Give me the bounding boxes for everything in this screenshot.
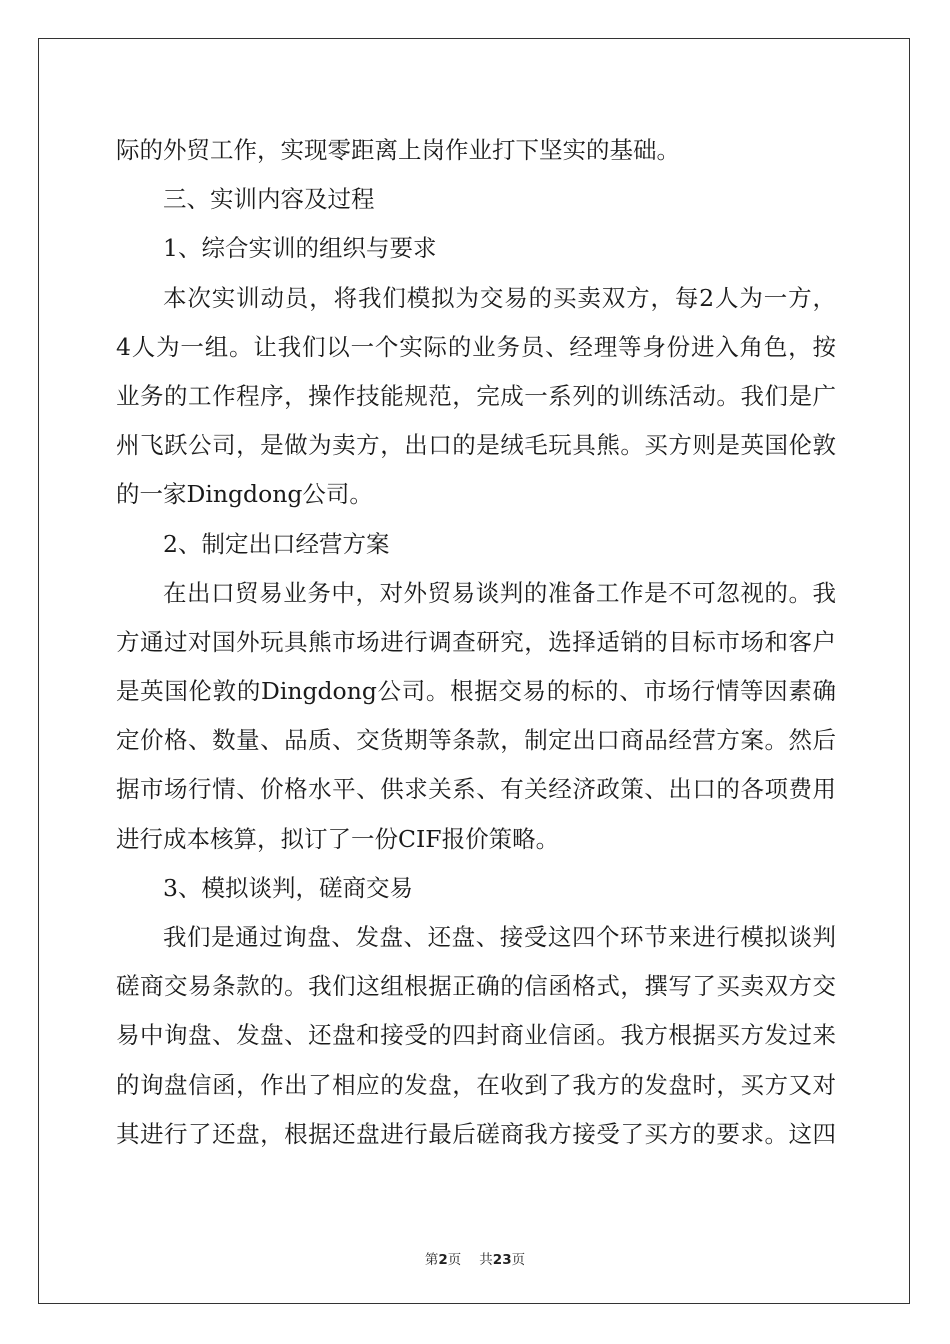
page-label-suffix: 页 [447,1252,462,1268]
text-line: 际的外贸工作，实现零距离上岗作业打下坚实的基础。 [116,136,680,164]
text-line: 易中询盘、发盘、还盘和接受的四封商业信函。我方根据买方发过来 [116,1021,836,1050]
text-line: 据市场行情、价格水平、供求关系、有关经济政策、出口的各项费用 [116,775,836,804]
text-line: 州飞跃公司，是做为卖方，出口的是绒毛玩具熊。买方则是英国伦敦 [116,431,836,460]
text-line: 定价格、数量、品质、交货期等条款，制定出口商品经营方案。然后 [116,726,836,755]
total-label-prefix: 共 [479,1252,493,1268]
current-page-number: 2 [438,1252,448,1268]
document-body [116,126,836,1159]
text-line: 其进行了还盘，根据还盘进行最后磋商我方接受了买方的要求。这四 [116,1119,836,1148]
text-line: 我们是通过询盘、发盘、还盘、接受这四个环节来进行模拟谈判 [163,923,836,951]
subsection-heading: 2、制定出口经营方案 [163,529,390,558]
page-footer [0,1248,950,1268]
text-line: 的询盘信函，作出了相应的发盘，在收到了我方的发盘时，买方又对 [116,1070,836,1099]
page-label-prefix: 第 [424,1252,439,1268]
text-line: 磋商交易条款的。我们这组根据正确的信函格式，撰写了买卖双方交 [116,972,836,1001]
text-line: 4人为一组。让我们以一个实际的业务员、经理等身份进入角色，按 [116,332,836,361]
text-line: 方通过对国外玩具熊市场进行调查研究，选择适销的目标市场和客户 [116,627,836,656]
text-line: 本次实训动员，将我们模拟为交易的买卖双方，每2人为一方， [163,283,836,312]
text-line: 是英国伦敦的Dingdong公司。根据交易的标的、市场行情等因素确 [116,677,836,706]
subsection-heading: 3、模拟谈判，磋商交易 [163,873,413,902]
subsection-heading: 1、综合实训的组织与要求 [163,234,437,263]
total-label-suffix: 页 [511,1252,526,1268]
text-line: 在出口贸易业务中，对外贸易谈判的准备工作是不可忽视的。我 [163,578,836,607]
text-line: 进行成本核算，拟订了一份CIF报价策略。 [116,824,560,853]
total-pages-number: 23 [492,1252,512,1268]
text-line: 业务的工作程序，操作技能规范，完成一系列的训练活动。我们是广 [116,381,836,410]
text-line: 的一家Dingdong公司。 [116,480,373,509]
section-heading: 三、实训内容及过程 [163,185,375,214]
